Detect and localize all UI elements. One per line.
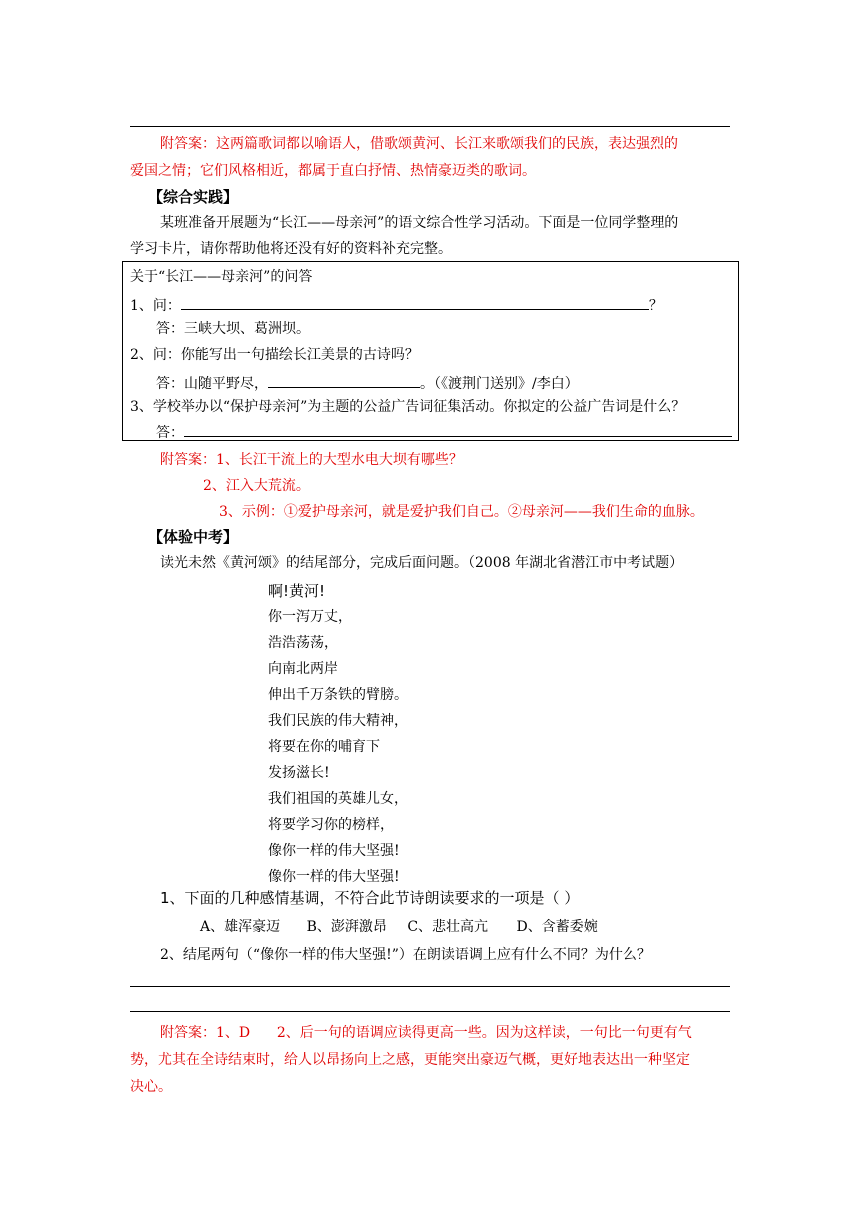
answer-line-1[interactable]	[130, 986, 730, 987]
option-b[interactable]: B、澎湃激昂	[306, 919, 387, 935]
card-answer-3-label: 答：	[156, 425, 184, 441]
card-question-1-mark: ？	[648, 298, 663, 314]
card-answer-2-blank[interactable]	[268, 371, 420, 388]
card-answer-3-blank[interactable]	[184, 420, 732, 437]
poem-line: 像你一样的伟大坚强!	[268, 843, 400, 859]
exam-question-1: 1、下面的几种感情基调，不符合此节诗朗读要求的一项是（ ）	[160, 889, 580, 907]
exam-heading: 【体验中考】	[148, 528, 239, 546]
poem-line: 将要学习你的榜样，	[268, 817, 394, 833]
practice-heading: 【综合实践】	[148, 188, 239, 206]
poem-line: 我们祖国的英雄儿女，	[268, 791, 408, 807]
exam-answer-line3: 决心。	[130, 1079, 172, 1095]
poem-line: 啊!黄河!	[268, 582, 326, 600]
card-answer-2	[156, 371, 579, 394]
exam-answer-line1: 附答案：1、D 2、后一句的语调应读得更高一些。因为这样读，一句比一句更有气	[160, 1025, 692, 1041]
card-answer-2-source: 。（《渡荆门送别》/李白）	[420, 376, 579, 392]
card-question-2: 2、问：你能写出一句描绘长江美景的古诗吗？	[130, 347, 419, 363]
poem-line: 发扬滋长!	[268, 765, 330, 781]
card-question-1-label: 1、问：	[130, 298, 181, 314]
card-answer-1: 答：三峡大坝、葛洲坝。	[156, 321, 310, 337]
poem-line: 浩浩荡荡，	[268, 635, 338, 651]
exam-options	[200, 917, 598, 937]
poem	[268, 578, 408, 890]
poem-line: 你一泻万丈，	[268, 609, 352, 625]
poem-line: 像你一样的伟大坚强!	[268, 869, 400, 885]
poem-line: 向南北两岸	[268, 661, 338, 677]
poem-line: 将要在你的哺育下	[268, 739, 380, 755]
poem-line: 我们民族的伟大精神，	[268, 713, 408, 729]
card-answer-2-label: 答：山随平野尽，	[156, 376, 268, 392]
card-question-3: 3、学校举办以“保护母亲河”为主题的公益广告词征集活动。你拟定的公益广告词是什么？	[130, 399, 686, 415]
option-a[interactable]: A、雄浑豪迈	[200, 919, 281, 935]
exam-answer-line2: 势，尤其在全诗结束时，给人以昂扬向上之感，更能突出豪迈气概，更好地表达出一种坚定	[130, 1052, 690, 1068]
practice-intro-line2: 学习卡片，请你帮助他将还没有好的资料补充完整。	[130, 241, 452, 257]
practice-answer-line1: 附答案：1、长江干流上的大型水电大坝有哪些？	[160, 452, 463, 468]
answer-paragraph-1-line2: 爱国之情；它们风格相近，都属于直白抒情、热情豪迈类的歌词。	[130, 163, 536, 179]
card-title: 关于“长江——母亲河”的问答	[130, 269, 313, 285]
card-question-1	[130, 293, 663, 316]
practice-intro-line1: 某班准备开展题为“长江——母亲河”的语文综合性学习活动。下面是一位同学整理的	[160, 215, 679, 231]
answer-line-2[interactable]	[130, 1011, 730, 1012]
answer-paragraph-1-line1: 附答案：这两篇歌词都以喻语人，借歌颂黄河、长江来歌颂我们的民族，表达强烈的	[160, 136, 678, 152]
exam-question-2: 2、结尾两句（“像你一样的伟大坚强!”）在朗读语调上应有什么不同？为什么？	[160, 947, 651, 963]
poem-line: 伸出千万条铁的臂膀。	[268, 687, 408, 703]
practice-answer-line3: 3、示例：①爱护母亲河，就是爱护我们自己。②母亲河——我们生命的血脉。	[219, 504, 704, 520]
practice-answer-line2: 2、江入大荒流。	[203, 478, 310, 494]
option-d[interactable]: D、含蓄委婉	[516, 919, 598, 935]
card-answer-3	[156, 420, 732, 443]
exam-intro: 读光未然《黄河颂》的结尾部分，完成后面问题。（2008 年湖北省潜江市中考试题）	[160, 555, 684, 571]
card-question-1-blank[interactable]	[181, 293, 649, 310]
option-c[interactable]: C、悲壮高亢	[407, 919, 489, 935]
top-divider	[130, 126, 730, 127]
